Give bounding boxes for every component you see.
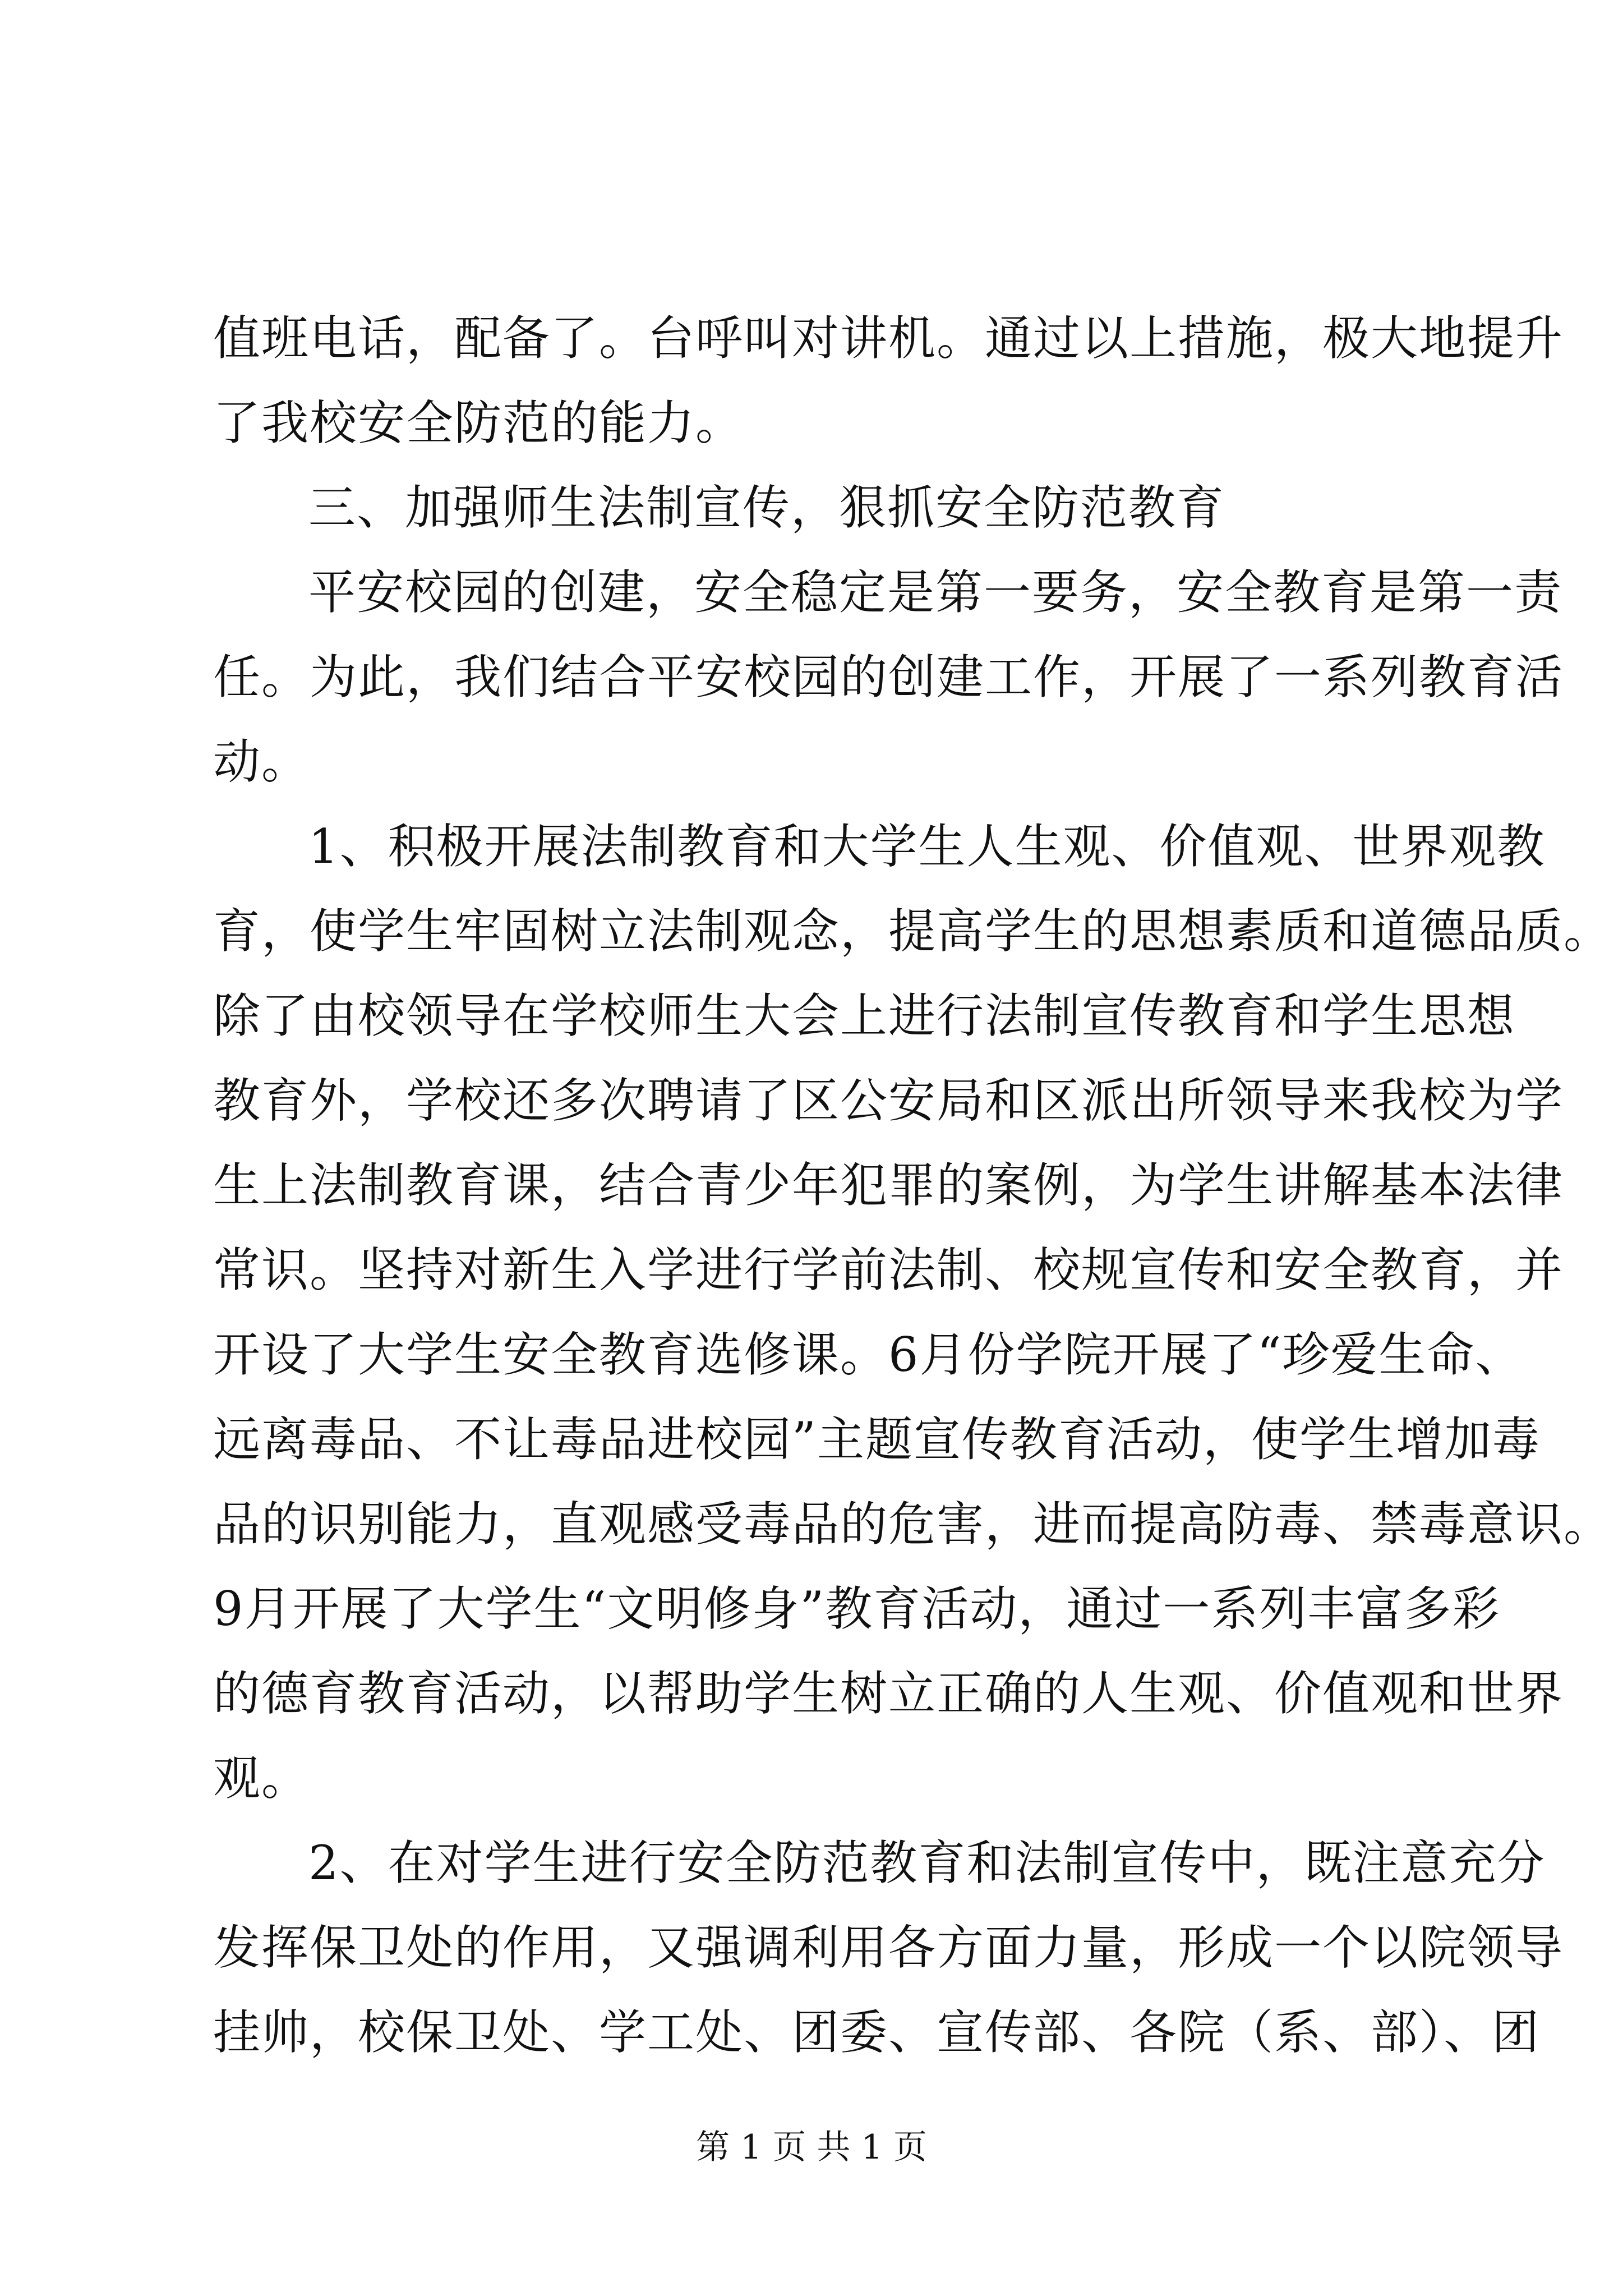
text-line: 值班电话，配备了。台呼叫对讲机。通过以上措施，极大地提升 [213, 311, 1564, 366]
section-heading: 三、加强师生法制宣传，狠抓安全防范教育 [308, 480, 1225, 535]
text-line: 动。 [213, 734, 310, 789]
text-line: 了我校安全防范的能力。 [213, 395, 744, 450]
text-line: 2、在对学生进行安全防范教育和法制宣传中，既注意充分 [308, 1835, 1546, 1890]
text-line: 1、积极开展法制教育和大学生人生观、价值观、世界观教 [308, 819, 1546, 874]
text-line: 平安校园的创建，安全稳定是第一要务，安全教育是第一责 [308, 565, 1563, 620]
document-body [213, 296, 1612, 2075]
text-line: 品的识别能力，直观感受毒品的危害，进而提高防毒、禁毒意识。 [213, 1497, 1612, 1552]
text-line: 的德育教育活动，以帮助学生树立正确的人生观、价值观和世界 [213, 1666, 1564, 1721]
page-number: 第 1 页 共 1 页 [696, 2128, 927, 2167]
text-line: 挂帅，校保卫处、学工处、团委、宣传部、各院（系、部）、团 [213, 2005, 1541, 2060]
text-line: 任。为此，我们结合平安校园的创建工作，开展了一系列教育活 [213, 650, 1564, 705]
text-line: 观。 [213, 1751, 310, 1806]
text-line: 发挥保卫处的作用，又强调利用各方面力量，形成一个以院领导 [213, 1920, 1564, 1975]
text-line: 育，使学生牢固树立法制观念，提高学生的思想素质和道德品质。 [213, 904, 1612, 959]
text-line: 除了由校领导在学校师生大会上进行法制宣传教育和学生思想 [213, 988, 1516, 1043]
text-line: 开设了大学生安全教育选修课。6月份学院开展了“珍爱生命、 [213, 1327, 1524, 1382]
text-line: 常识。坚持对新生入学进行学前法制、校规宣传和安全教育，并 [213, 1243, 1564, 1297]
text-line: 远离毒品、不让毒品进校园”主题宣传教育活动，使学生增加毒 [213, 1412, 1541, 1467]
text-line: 9月开展了大学生“文明修身”教育活动，通过一系列丰富多彩 [213, 1581, 1501, 1636]
text-line: 生上法制教育课，结合青少年犯罪的案例，为学生讲解基本法律 [213, 1158, 1564, 1213]
page-footer [0, 2125, 1623, 2170]
text-line: 教育外，学校还多次聘请了区公安局和区派出所领导来我校为学 [213, 1073, 1564, 1128]
